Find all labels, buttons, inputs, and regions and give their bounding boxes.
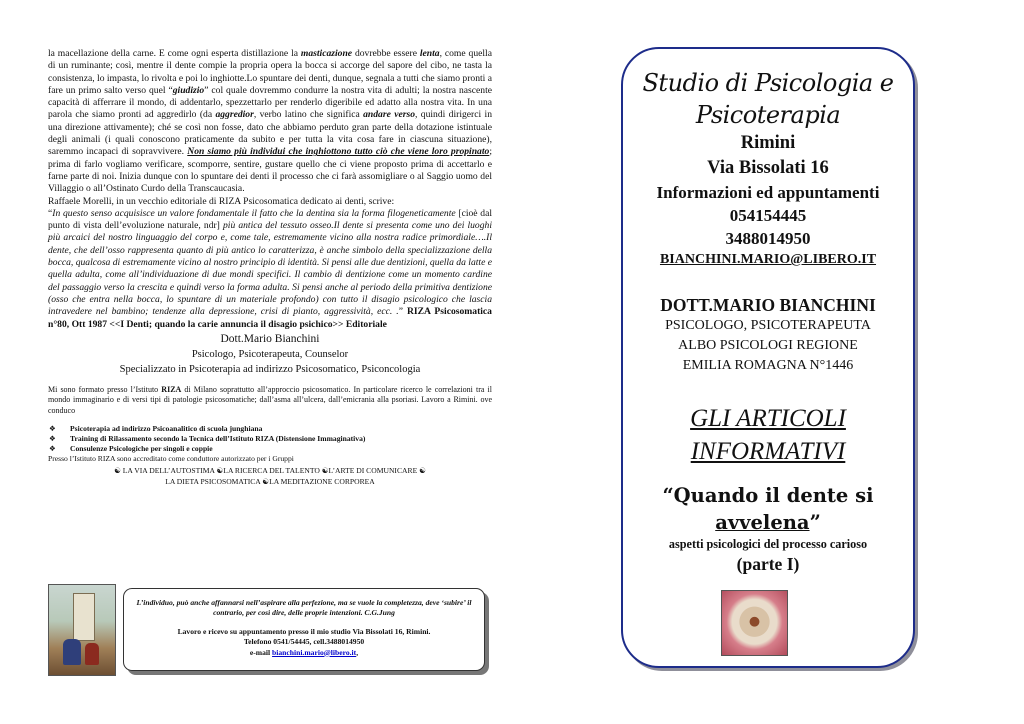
jung-quote: L’individuo, può anche affannarsi nell’aspirare alla perfezione, ma se vuole la completezza, deve ‘subire’ il contrario, per così dire, delle proprie intenzioni. C.G.Jung (136, 598, 472, 618)
info-label: Informazioni ed appuntamenti (656, 183, 880, 202)
email-link[interactable]: bianchini.mario@libero.it (272, 647, 357, 657)
decayed-tooth-image (721, 590, 788, 656)
left-panel (48, 48, 492, 487)
list-item: ❖ Consulenze Psicologiche per singoli e coppie (49, 444, 213, 454)
email-line: e-mail bianchini.mario@libero.it, (249, 647, 359, 657)
services-list (48, 424, 492, 454)
text-run: [cioè dal punto di vista dell’evoluzione naturale, ndr] (48, 207, 492, 232)
text-run: dovrebbe essere (352, 48, 420, 59)
phone-1: 054154445 (729, 206, 807, 225)
medieval-painting-image (48, 584, 116, 676)
text-run: aggredior (215, 109, 254, 121)
text-run: RIZA Psicosomatica n°80, Ott 1987 <<I Denti; quando la carie annuncia il disagio psichico>> Editoriale (48, 306, 492, 330)
text-run: la macellazione della carne. E come ogni esperta distillazione la (48, 48, 301, 59)
article-subtitle: aspetti psicologici del processo carioso (668, 537, 868, 551)
bullet-icon: ❖ (49, 444, 56, 454)
article-title: “Quando il dente si avvelena” (662, 484, 874, 534)
doctor-name: Dott.Mario Bianchini (220, 332, 320, 345)
text-run: masticazione (300, 48, 353, 59)
text-run: In questo senso acquisisce un valore fondamentale il fatto che la dentina sia la forma filogeneticamente (52, 207, 456, 219)
city: Rimini (740, 133, 796, 153)
cover-title-1: PSICOLOGO, PSICOTERAPEUTA (665, 318, 871, 333)
text-run: di Milano soprattutto all’approccio psicosomatico. In particolare ricerco le correlazioni tra il mondo immaginario e di versi tipi di patologie psicosomatiche; dall’asma all’ulcera, dall’emicrania alla psoriasi. Lavoro a Rimini. ove conduco (48, 384, 492, 415)
bullet-icon: ❖ (49, 424, 56, 434)
painting-figure (85, 643, 99, 665)
contact-line: Lavoro e ricevo su appuntamento presso il mio studio Via Bissolati 16, Rimini. (177, 626, 431, 636)
bullet-icon: ❖ (49, 434, 56, 444)
article-part: (parte I) (736, 554, 800, 574)
groups-row-1: ☯ LA VIA DELL’AUTOSTIMA ☯LA RICERCA DEL TALENTO ☯L’ARTE DI COMUNICARE ☯ (114, 465, 426, 475)
text-run: ; prima di farlo vogliamo verificare, scomporre, sentire, gustare quello che ci viene proposto prima di accettarlo e farne parte di noi. Inizia dunque con lo spuntare dei denti il processo che ci farà assomigliare o al Saggio uomo del Villaggio o all’Ostinato Curdo della Transcaucasia. (48, 146, 492, 195)
text-run: giudizio (172, 84, 205, 96)
list-item: ❖ Psicoterapia ad indirizzo Psicoanalitico di scuola junghiana (49, 424, 263, 434)
cover-email[interactable]: BIANCHINI.MARIO@LIBERO.IT (659, 252, 877, 267)
phone-2: 3488014950 (725, 229, 811, 248)
text-run: andare verso (363, 109, 415, 121)
text-run: “ (48, 207, 53, 219)
doctor-specialization: Specializzato in Psicoterapia ad indirizzo Psicosomatico, Psiconcologia (119, 363, 421, 375)
painting-tower (73, 593, 95, 641)
riza-citation (48, 208, 492, 331)
painting-figure (63, 639, 81, 665)
articles-heading: GLI ARTICOLI INFORMATIVI (690, 405, 846, 465)
formation-paragraph (48, 385, 492, 416)
phone-line: Telefono 0541/54445, cell.3488014950 (243, 637, 365, 647)
studio-title: Studio di Psicologia e Psicoterapia (642, 69, 894, 129)
doctor-role: Psicologo, Psicoterapeuta, Counselor (191, 348, 349, 360)
groups-row-2: LA DIETA PSICOSOMATICA ☯LA MEDITAZIONE CORPOREA (165, 476, 375, 486)
text-run: Non siamo più individui che inghiottono tutto ciò che viene loro propinato (187, 146, 490, 158)
text-run: ” col quale dovremmo condurre la nostra vita di adulti; la nostra nascente capacità di afferrare il mondo, di addentarlo, spezzettarlo per renderlo digeribile ed adatto alla nostra vita. In una parola che siamo pronti ad aggredirlo (da (48, 84, 493, 121)
text-run: , verbo latino che significa (253, 109, 364, 121)
intro-paragraph (48, 48, 492, 196)
text-run: lenta (419, 48, 440, 59)
cover-title-3: EMILIA ROMAGNA N°1446 (682, 358, 854, 373)
text-run: , quindi dirigerci in una direzione attivamente); ché se così non fosse, dato che abbiamo perduto gran parte della dotazione istintuale degli animali (i quali conoscono praticamente da subito e per tutta la vita cosa fare in ciascuna situazione), saremmo incapaci di sopravvivere. (48, 109, 492, 158)
text-run: più antica del tessuto osseo.Il dente si presenta come uno dei luoghi più arcaici del nostro linguaggio del corpo e, come tale, estremamente vicino alla nostra radice primordiale….Il dente, che dell’osso rappresenta quanto di più antico lo caratterizza, è anche simbolo della specializzazione della bocca, qualcosa di estremamente vicino al nostro principio di identità. Si pensi alle due dentizioni, quella da latte e quella adulta, come all’individuazione di due mondi specifici. Il cambio di dentizione come un momento cardine del passaggio verso la crescita e quindi verso la forma adulta. Si pensi anche al periodo della primitiva dentizione (osso che entra nella bocca, lo spuntare di un materiale profondo) con tutto il disagio psicologico che lascia intravedere nel bambino; tendenze alla depressione, crisi di pianto, aggressività, ecc. . (48, 220, 492, 318)
quote-contact-box (123, 588, 485, 671)
text-run: ” (398, 306, 407, 318)
text-run: RIZA (161, 384, 182, 394)
list-item: ❖ Training di Rilassamento secondo la Tecnica dell’Istituto RIZA (Distensione Immaginativa) (49, 434, 366, 444)
riza-note: Presso l’Istituto RIZA sono accreditato come conduttore autorizzato per i Gruppi (48, 454, 294, 464)
morelli-line: Raffaele Morelli, in un vecchio editoriale di RIZA Psicosomatica dedicato ai denti, scrive: (48, 195, 395, 207)
cover-doctor-name: DOTT.MARIO BIANCHINI (660, 295, 876, 315)
cover-panel (621, 47, 915, 668)
text-run: , come quella di un ruminante; così, mentre il dente compie la propria opera la bocca si accorge del sapore del cibo, ne tasta la consistenza, lo impasta, lo rivolta e poi lo inghiotte.Lo spuntare dei denti, dunque, segnala a tutti che siamo pronti a fare un primo salto verso quel “ (48, 48, 492, 96)
signature-block (48, 332, 492, 377)
address: Via Bissolati 16 (707, 158, 829, 178)
cover-title-2: ALBO PSICOLOGI REGIONE (678, 338, 858, 353)
text-run: Mi sono formato presso l’Istituto (48, 384, 162, 394)
